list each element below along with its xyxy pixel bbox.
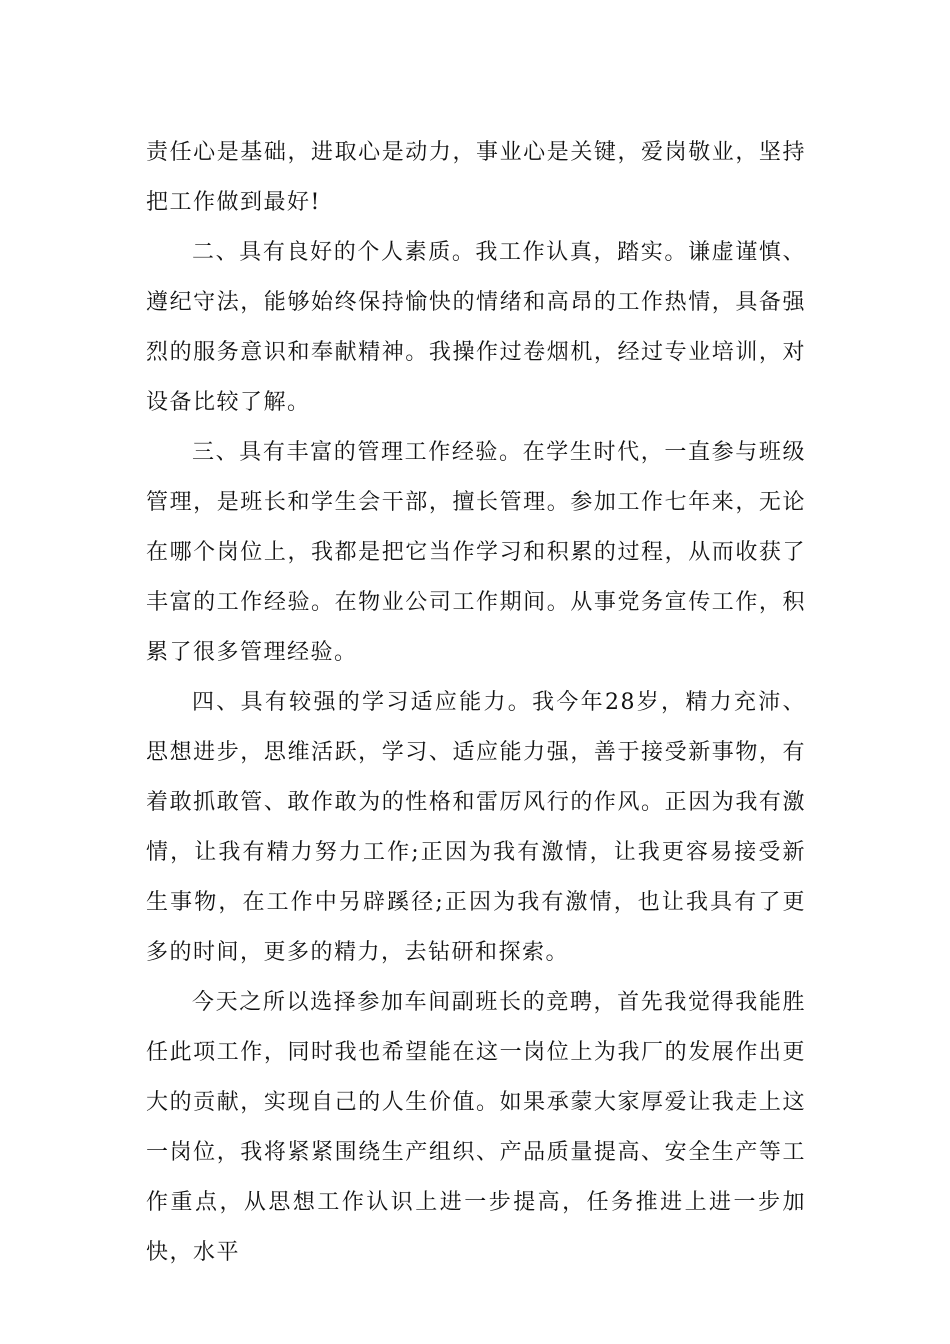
paragraph-1: 责任心是基础，进取心是动力，事业心是关键，爱岗敬业，坚持把工作做到最好! xyxy=(146,140,806,215)
paragraph-4: 四、具有较强的学习适应能力。我今年28岁，精力充沛、思想进步，思维活跃，学习、适应能力强，善于接受新事物，有着敢抓敢管、敢作敢为的性格和雷厉风行的作风。正因为我有激情，让我有精力努力工作;正因为我有激情，让我更容易接受新生事物，在工作中另辟蹊径;正因为我有激情，也让我具有了更多的时间，更多的精力，去钻研和探索。 xyxy=(146,690,806,965)
paragraph-5: 今天之所以选择参加车间副班长的竞聘，首先我觉得我能胜任此项工作，同时我也希望能在这一岗位上为我厂的发展作出更大的贡献，实现自己的人生价值。如果承蒙大家厚爱让我走上这一岗位，我将紧紧围绕生产组织、产品质量提高、安全生产等工作重点，从思想工作认识上进一步提高，任务推进上进一步加快，水平 xyxy=(146,990,806,1265)
paragraph-3: 三、具有丰富的管理工作经验。在学生时代，一直参与班级管理，是班长和学生会干部，擅长管理。参加工作七年来，无论在哪个岗位上，我都是把它当作学习和积累的过程，从而收获了丰富的工作经验。在物业公司工作期间。从事党务宣传工作，积累了很多管理经验。 xyxy=(146,440,806,665)
paragraph-2: 二、具有良好的个人素质。我工作认真，踏实。谦虚谨慎、遵纪守法，能够始终保持愉快的情绪和高昂的工作热情，具备强烈的服务意识和奉献精神。我操作过卷烟机，经过专业培训，对设备比较了解。 xyxy=(146,240,806,415)
document-body xyxy=(146,128,806,1278)
